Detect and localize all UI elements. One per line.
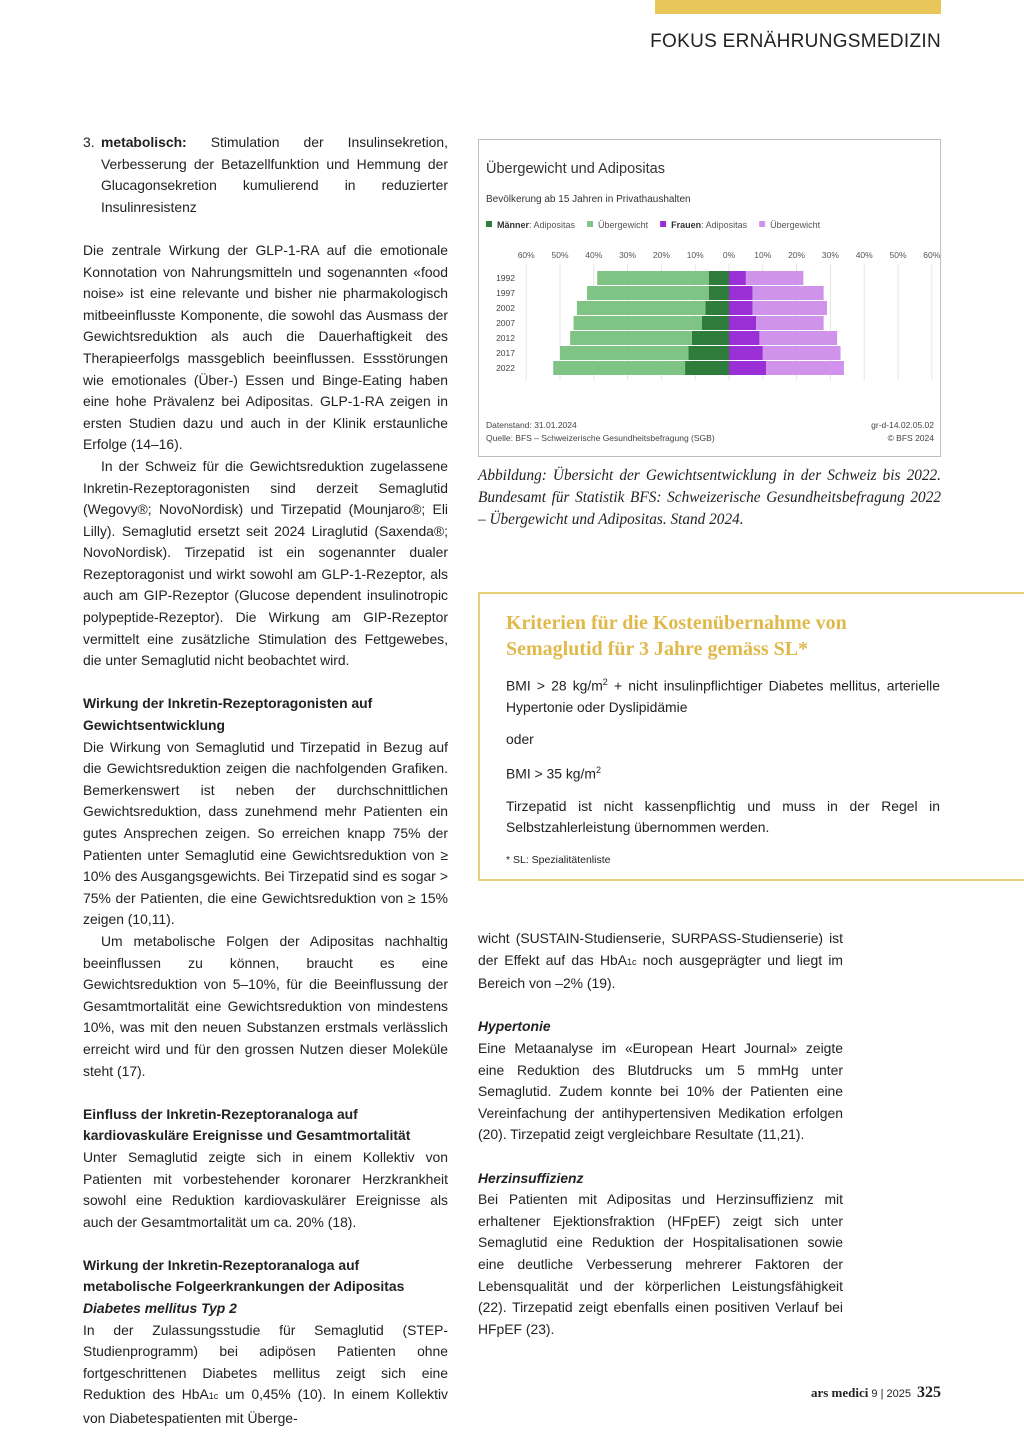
x-tick-label: 10% [686, 250, 704, 260]
x-tick-label: 40% [585, 250, 603, 260]
issue-number: 9 | 2025 [868, 1388, 911, 1400]
y-tick-label: 2007 [496, 318, 515, 328]
bar-maenner-adipositas [705, 301, 729, 315]
x-tick-label: 10% [754, 250, 772, 260]
bar-frauen-adipositas [729, 361, 766, 375]
paragraph: Unter Semaglutid zeigte sich in einem Kollektiv von Patienten mit vorbestehender koronarer Herzkrankheit sowohl eine Reduktion kardiovaskulärer Ereignisse als auch der Gesamtmortalität um ca. 20% (18). [83, 1148, 448, 1230]
header-accent-bar [655, 0, 941, 14]
bar-maenner-adipositas [685, 361, 729, 375]
x-tick-label: 20% [652, 250, 670, 260]
criteria-footnote: * SL: Spezialitätenliste [506, 853, 611, 866]
page-footer [700, 1384, 941, 1402]
x-tick-label: 30% [619, 250, 637, 260]
bar-maenner-uebergewicht [560, 346, 688, 360]
criteria-title: Kriterien für die Kostenübernahme von Semaglutid für 3 Jahre gemäss SL* [506, 612, 847, 660]
paragraph: wicht (SUSTAIN-Studienserie, SURPASS-Studienserie) ist der Effekt auf das HbA1c noch ausgeprägter und liegt im Bereich von –2% (19). [478, 930, 843, 992]
x-tick-label: 50% [551, 250, 569, 260]
legend-swatch [486, 221, 492, 227]
list-term: metabolisch: [101, 134, 187, 150]
section-header: FOKUS ERNÄHRUNGSMEDIZIN [650, 31, 941, 52]
subheading: Wirkung der Inkretin-Rezeptoragonisten auf Gewichtsentwicklung [83, 695, 373, 734]
bar-maenner-adipositas [702, 316, 729, 330]
x-tick-label: 40% [855, 250, 873, 260]
subheading: Einfluss der Inkretin-Rezeptoranaloga auf kardiovaskuläre Ereignisse und Gesamtmortalität [83, 1105, 411, 1144]
bar-maenner-uebergewicht [577, 301, 705, 315]
bar-maenner-uebergewicht [597, 271, 709, 285]
bar-maenner-adipositas [688, 346, 729, 360]
chart-code: gr-d-14.02.05.02 [871, 420, 934, 430]
chart-subtitle: Bevölkerung ab 15 Jahren in Privathaushalten [486, 194, 691, 205]
legend-label: Übergewicht [770, 220, 821, 230]
paragraph: In der Zulassungsstudie für Semaglutid (STEP-Studienprogramm) bei adipösen Patienten ohne fortgeschrittenen Diabetes mellitus zeigt sich eine Reduktion des HbA1c um 0,45% (10). In einem Kollektiv von Diabetespatienten mit Überge- [83, 1321, 448, 1427]
paragraph: In der Schweiz für die Gewichtsreduktion zugelassene Inkretin-Rezeptoragonisten sind derzeit Semaglutid (Wegovy®; NovoNordisk) und Tirzepatid (Mounjaro®; Eli Lilly). Semaglutid ersetzt seit 2024 Liraglutid (Saxenda®; NovoNordisk). Tirzepatid ist ein sogenannter dualer Rezeptoragonist und wirkt sowohl am GLP-1-Rezeptor, als auch am GIP-Rezeptor (Glucose dependent insulinotropic polypeptide-Rezeptor). Die Wirkung am GIP-Rezeptor vermittelt eine zusätzliche Stimulation des Fettgewebes, die unter Semaglutid nicht beobachtet wird. [83, 457, 448, 669]
subheading: Wirkung der Inkretin-Rezeptoranaloga auf metabolische Folgeerkrankungen der Adipositas [83, 1256, 405, 1295]
paragraph: Eine Metaanalyse im «European Heart Journal» zeigte eine Reduktion des Blutdrucks um 5 mmHg unter Semaglutid. Zudem konnte bei 10% der Patienten eine Vereinfachung der antihypertensiven Medikation erfolgen (20). Tirzepatid zeigt vergleichbare Resultate (11,21). [478, 1039, 843, 1143]
bar-maenner-adipositas [692, 331, 729, 345]
bar-frauen-uebergewicht [753, 301, 827, 315]
y-tick-label: 2017 [496, 348, 515, 358]
criteria-box [478, 592, 1024, 881]
bar-maenner-adipositas [709, 286, 729, 300]
page-number: 325 [917, 1384, 941, 1401]
subheading-italic: Diabetes mellitus Typ 2 [83, 1300, 237, 1317]
legend-label: Übergewicht [598, 220, 649, 230]
subheading-italic: Herzinsuffizienz [478, 1169, 584, 1186]
legend-label: Männer: Adipositas [497, 220, 576, 230]
subheading-italic: Hypertonie [478, 1018, 551, 1035]
list-number: 3. [83, 134, 95, 150]
y-tick-label: 1997 [496, 288, 515, 298]
chart-box [478, 139, 941, 457]
x-tick-label: 50% [889, 250, 907, 260]
bar-maenner-adipositas [709, 271, 729, 285]
pyramid-chart [479, 140, 940, 456]
figure-caption: Abbildung: Übersicht der Gewichtsentwicklung in der Schweiz bis 2022. Bundesamt für Statistik BFS: Schweizerische Gesundheitsbefragung 2022 – Übergewicht und Adipositas. Stand 2024. [478, 467, 941, 528]
y-tick-label: 1992 [496, 273, 515, 283]
legend-swatch [759, 221, 765, 227]
chart-title: Übergewicht und Adipositas [486, 161, 665, 177]
list-text: Stimulation der Insulinsekretion, Verbesserung der Betazellfunktion und Hemmung der Glucagonsekretion kumulierend in reduzierter Insulinresistenz [101, 134, 448, 215]
x-tick-label: 60% [517, 250, 535, 260]
legend-swatch [587, 221, 593, 227]
legend-label: Frauen: Adipositas [671, 220, 748, 230]
bar-maenner-uebergewicht [553, 361, 685, 375]
bar-frauen-adipositas [729, 346, 763, 360]
paragraph: Die zentrale Wirkung der GLP-1-RA auf die emotionale Konnotation von Nahrungsmitteln und sogenannten «food noise» ist eine relevante und bisher nie pharmakologisch mitbeeinflusste Komponente, die sowohl das Ausmass der Gewichtsreduktion als auch die Dauerhaftigkeit des Therapieerfolgs massgeblich beeinflussen. Essstörungen wie emotionales (Über-) Essen und Binge-Eating haben eine hohe Prävalenz bei Adipositas. GLP-1-RA zeigen in ersten Studien dazu und auch in der Klinik erstaunliche Erfolge (14–16). [83, 241, 448, 453]
chart-source: Quelle: BFS – Schweizerische Gesundheitsbefragung (SGB) [486, 433, 715, 443]
bar-frauen-uebergewicht [746, 271, 803, 285]
y-tick-label: 2022 [496, 363, 515, 373]
y-tick-label: 2002 [496, 303, 515, 313]
bar-maenner-uebergewicht [587, 286, 709, 300]
bar-frauen-adipositas [729, 286, 753, 300]
criteria-oder: oder [506, 730, 534, 747]
paragraph: Bei Patienten mit Adipositas und Herzinsuffizienz mit erhaltener Ejektionsfraktion (HFpEF) zeigt sich unter Semaglutid eine Reduktion der Hospitalisationen sowie eine deutliche Verbesserung mehrerer Faktoren der Lebensqualität und der körperlichen Leistungsfähigkeit (22). Tirzepatid zeigt ebenfalls einen positiven Verlauf bei HFpEF (23). [478, 1191, 843, 1337]
chart-datenstand: Datenstand: 31.01.2024 [486, 420, 577, 430]
right-column [478, 928, 843, 1340]
list-item-3 [83, 132, 448, 218]
paragraph: Um metabolische Folgen der Adipositas nachhaltig beeinflussen zu können, braucht es eine Gewichtsreduktion von 5–10%, für die Beeinflussung der Gesamtmortalität eine Gewichtsreduktion von mindestens 10%, was mit den neuen Substanzen erstmals verlässlich erreicht wird und für den grossen Nutzen dieser Moleküle steht (17). [83, 932, 448, 1079]
legend-swatch [660, 221, 666, 227]
bar-frauen-adipositas [729, 316, 756, 330]
criteria-line: BMI > 28 $kg/m^2$ + nicht insulinpflichtiger Diabetes mellitus, arterielle Hypertonie oder Dyslipidämie [506, 677, 940, 716]
bar-frauen-uebergewicht [763, 346, 841, 360]
x-tick-label: 20% [788, 250, 806, 260]
bar-maenner-uebergewicht [574, 316, 702, 330]
bar-frauen-adipositas [729, 331, 759, 345]
bar-frauen-uebergewicht [766, 361, 844, 375]
chart-copyright: © BFS 2024 [887, 433, 934, 443]
x-tick-label: 30% [821, 250, 839, 260]
y-tick-label: 2012 [496, 333, 515, 343]
bar-frauen-adipositas [729, 271, 746, 285]
bar-frauen-uebergewicht [759, 331, 837, 345]
x-tick-label: 0% [722, 250, 736, 260]
criteria-line: BMI > 35 $kg/m^2$ [506, 765, 601, 783]
left-column [83, 132, 448, 1430]
bar-frauen-uebergewicht [756, 316, 824, 330]
bar-frauen-uebergewicht [753, 286, 824, 300]
journal-name: ars medici [810, 1385, 869, 1400]
bar-frauen-adipositas [729, 301, 753, 315]
bar-maenner-uebergewicht [570, 331, 692, 345]
x-tick-label: 60% [923, 250, 940, 260]
paragraph: Die Wirkung von Semaglutid und Tirzepatid in Bezug auf die Gewichtsreduktion zeigen die nachfolgenden Grafiken. Bemerkenswert ist neben der durchschnittlichen Gewichtsreduktion, dass zunehmend mehr Patienten ein gutes Ansprechen zeigen. So erreichen knapp 75% der Patienten unter Semaglutid eine Gewichtsreduktion von ≥ 10% des Ausgangsgewichts. Bei Tirzepatid sind es sogar > 75% der Patienten, die eine Gewichtsreduktion von ≥ 15% zeigen (10,11). [83, 738, 448, 928]
criteria-line: Tirzepatid ist nicht kassenpflichtig und muss in der Regel in Selbstzahlerleistung übernommen werden. [506, 797, 940, 836]
